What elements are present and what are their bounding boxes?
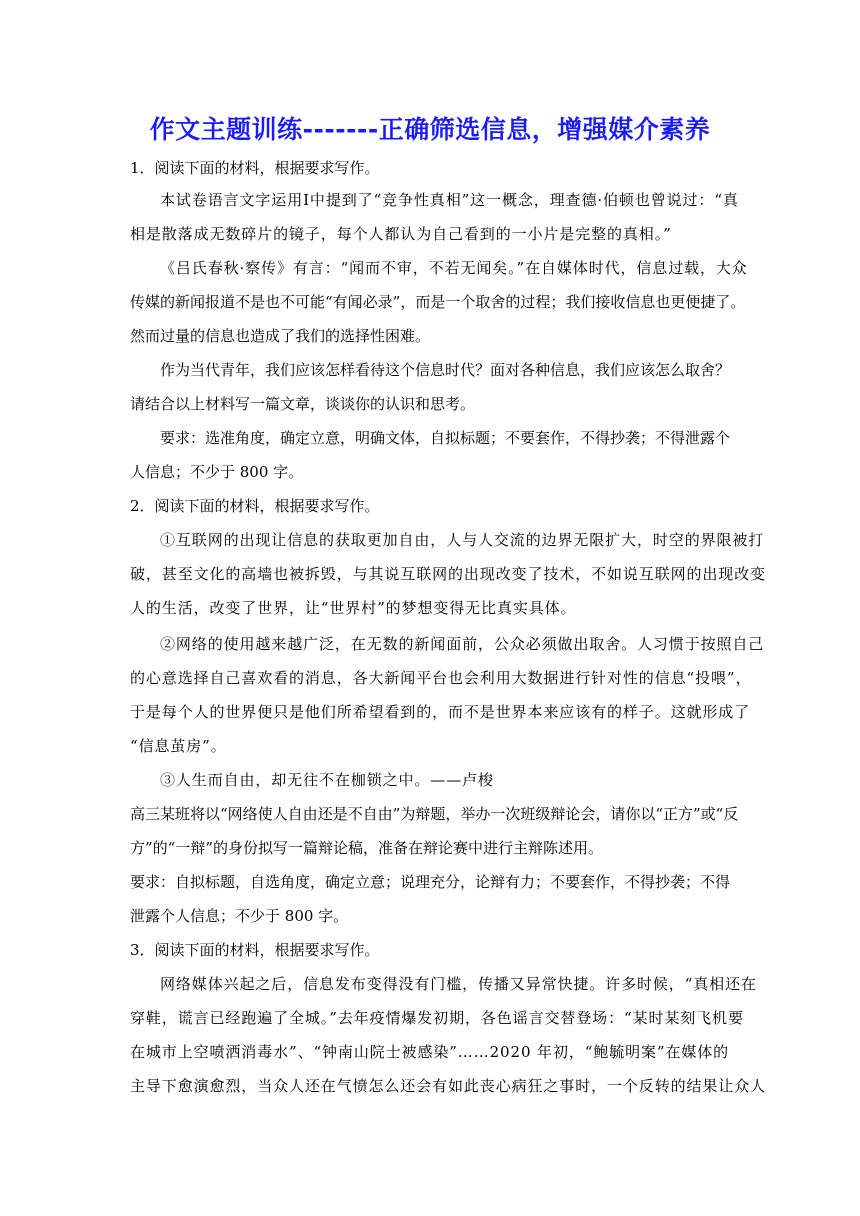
question-1-requirements-line: 人信息；不少于 800 字。 bbox=[130, 463, 304, 481]
question-1-paragraph-line: 本试卷语言文字运用Ⅰ中提到了“竞争性真相”这一概念，理查德·伯顿也曾说过：“真 bbox=[160, 191, 739, 209]
question-1-paragraph-line: 然而过量的信息也造成了我们的选择性困难。 bbox=[130, 327, 431, 345]
question-2-requirements-line: 泄露个人信息；不少于 800 字。 bbox=[130, 907, 349, 925]
question-3-heading: 3．阅读下面的材料，根据要求写作。 bbox=[130, 941, 380, 959]
question-3-material-line: 网络媒体兴起之后，信息发布变得没有门槛，传播又异常快捷。许多时候，“真相还在 bbox=[160, 975, 757, 993]
question-2-material-line: ②网络的使用越来越广泛，在无数的新闻面前，公众必须做出取舍。人习惯于按照自己 bbox=[160, 635, 765, 653]
question-2-quote-line: ③人生而自由，却无往不在枷锁之中。——卢梭 bbox=[160, 771, 494, 789]
question-2-material-line: ①互联网的出现让信息的获取更加自由，人与人交流的边界无限扩大，时空的界限被打 bbox=[160, 531, 765, 549]
document-title: 作文主题训练-------正确筛选信息，增强媒介素养 bbox=[149, 115, 711, 144]
question-2-material-line: “信息茧房”。 bbox=[130, 737, 227, 755]
question-2-requirements-line: 要求：自拟标题，自选角度，确定立意；说理充分，论辩有力；不要套作，不得抄袭；不得 bbox=[130, 873, 731, 891]
question-2-prompt-line: 高三某班将以“网络使人自由还是不自由”为辩题，举办一次班级辩论会，请你以“正方”或“反 bbox=[130, 805, 739, 823]
question-1-paragraph-line: 相是散落成无数碎片的镜子，每个人都认为自己看到的一小片是完整的真相。” bbox=[130, 225, 672, 243]
question-2-material-line: 人的生活，改变了世界，让“世界村”的梦想变得无比真实具体。 bbox=[130, 599, 577, 617]
question-1-paragraph-line: 作为当代青年，我们应该怎样看待这个信息时代？面对各种信息，我们应该怎么取舍？ bbox=[160, 361, 731, 379]
question-1-heading: 1．阅读下面的材料，根据要求写作。 bbox=[130, 159, 380, 177]
question-1-paragraph-line: 《吕氏春秋·察传》有言：“闻而不审，不若无闻矣。”在自媒体时代，信息过载，大众 bbox=[160, 259, 748, 277]
question-2-material-line: 于是每个人的世界便只是他们所希望看到的，而不是世界本来应该有的样子。这就形成了 bbox=[130, 703, 751, 721]
question-3-material-line: 主导下愈演愈烈，当众人还在气愤怎么还会有如此丧心病狂之事时，一个反转的结果让众人 bbox=[130, 1077, 767, 1095]
question-3-material-line: 在城市上空喷洒消毒水”、“钟南山院士被感染”……2020 年初，“鲍毓明案”在媒体的 bbox=[130, 1043, 730, 1061]
question-3-material-line: 穿鞋，谎言已经跑遍了全城。”去年疫情爆发初期，各色谣言交替登场：“某时某刻飞机要 bbox=[130, 1009, 744, 1027]
question-2-material-line: 的心意选择自己喜欢看的消息，各大新闻平台也会利用大数据进行针对性的信息“投喂”， bbox=[130, 669, 752, 687]
question-2-prompt-line: 方”的“一辩”的身份拟写一篇辩论稿，准备在辩论赛中进行主辩陈述用。 bbox=[130, 839, 604, 857]
question-2-heading: 2．阅读下面的材料，根据要求写作。 bbox=[130, 497, 380, 515]
question-1-paragraph-line: 传媒的新闻报道不是也不可能“有闻必录”，而是一个取舍的过程；我们接收信息也更便捷了。 bbox=[130, 293, 746, 311]
question-1-paragraph-line: 请结合以上材料写一篇文章，谈谈你的认识和思考。 bbox=[130, 395, 476, 413]
question-2-material-line: 破，甚至文化的高墙也被拆毁，与其说互联网的出现改变了技术，不如说互联网的出现改变 bbox=[130, 565, 767, 583]
question-1-requirements-line: 要求：选准角度，确定立意，明确文体，自拟标题；不要套作，不得抄袭；不得泄露个 bbox=[160, 429, 731, 447]
